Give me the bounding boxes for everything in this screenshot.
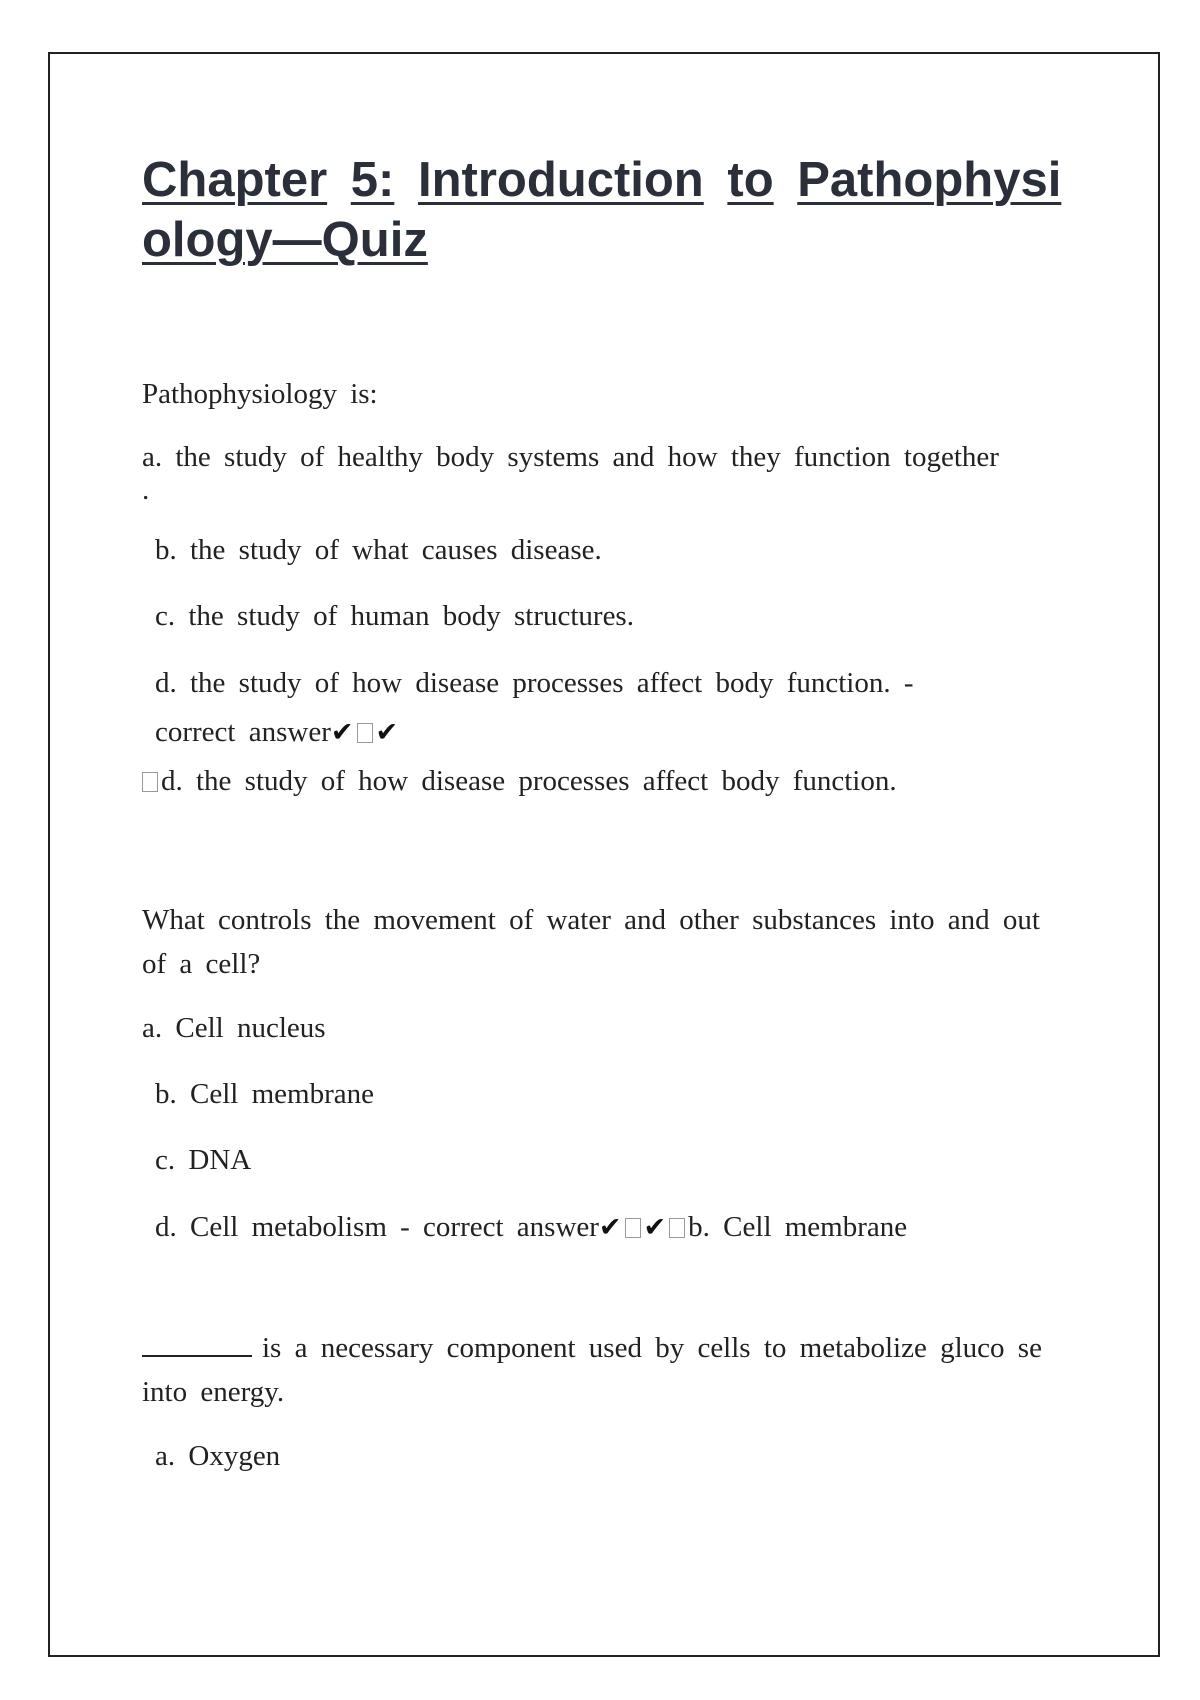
title-word: Pathophysi <box>797 153 1062 207</box>
option-a-tail: . <box>142 474 150 506</box>
question-2-option-c: c. DNA <box>155 1144 252 1176</box>
answer-text: d. the study of how disease processes affect body function. <box>161 765 897 797</box>
checkmark-icon: ✔ <box>330 717 354 748</box>
question-2-option-a: a. Cell nucleus <box>142 1012 326 1044</box>
title-word: ology—Quiz <box>142 213 428 267</box>
checkbox-icon <box>142 772 158 792</box>
question-3-body: is a necessary component used by cells to metabolize gluco se into energy. <box>142 1332 1042 1408</box>
checkmark-icon: ✔ <box>375 717 399 748</box>
title-word: 5: <box>350 153 395 207</box>
option-d-text: d. the study of how disease processes affect body function. - <box>155 667 914 699</box>
question-2-text: What controls the movement of water and other substances into and out of a cell? <box>142 904 1040 980</box>
title-word: Chapter <box>142 153 328 207</box>
checkbox-icon <box>669 1218 685 1238</box>
page-title <box>142 150 1062 270</box>
question-1-option-a <box>142 435 1062 506</box>
spacer <box>142 1252 1062 1326</box>
question-1-answer <box>142 757 1062 806</box>
checkmark-icon: ✔ <box>598 1212 622 1243</box>
question-1-option-b: b. the study of what causes disease. <box>155 534 602 566</box>
question-3-option-a: a. Oxygen <box>155 1440 281 1472</box>
document-body <box>142 150 1062 1499</box>
fill-in-blank <box>142 1331 252 1357</box>
correct-answer-label: correct answer <box>155 716 331 748</box>
question-2-option-b: b. Cell membrane <box>155 1078 374 1110</box>
correct-answer-line <box>155 708 1062 757</box>
answer-text: b. Cell membrane <box>688 1211 908 1243</box>
option-a-text: a. the study of healthy body systems and how they function together <box>142 441 999 473</box>
title-word: to <box>727 153 774 207</box>
checkmark-icon: ✔ <box>643 1212 667 1243</box>
checkbox-icon <box>625 1218 641 1238</box>
question-3-text <box>142 1326 1062 1414</box>
title-word: Introduction <box>417 153 704 207</box>
question-1-option-c: c. the study of human body structures. <box>155 600 634 632</box>
option-d-text: d. Cell metabolism - correct answer <box>155 1211 599 1243</box>
question-1-option-d <box>142 659 1062 757</box>
question-2-option-d <box>142 1203 1062 1252</box>
question-1-text: Pathophysiology is: <box>142 378 378 410</box>
spacer <box>142 806 1062 898</box>
checkbox-icon <box>357 723 373 743</box>
